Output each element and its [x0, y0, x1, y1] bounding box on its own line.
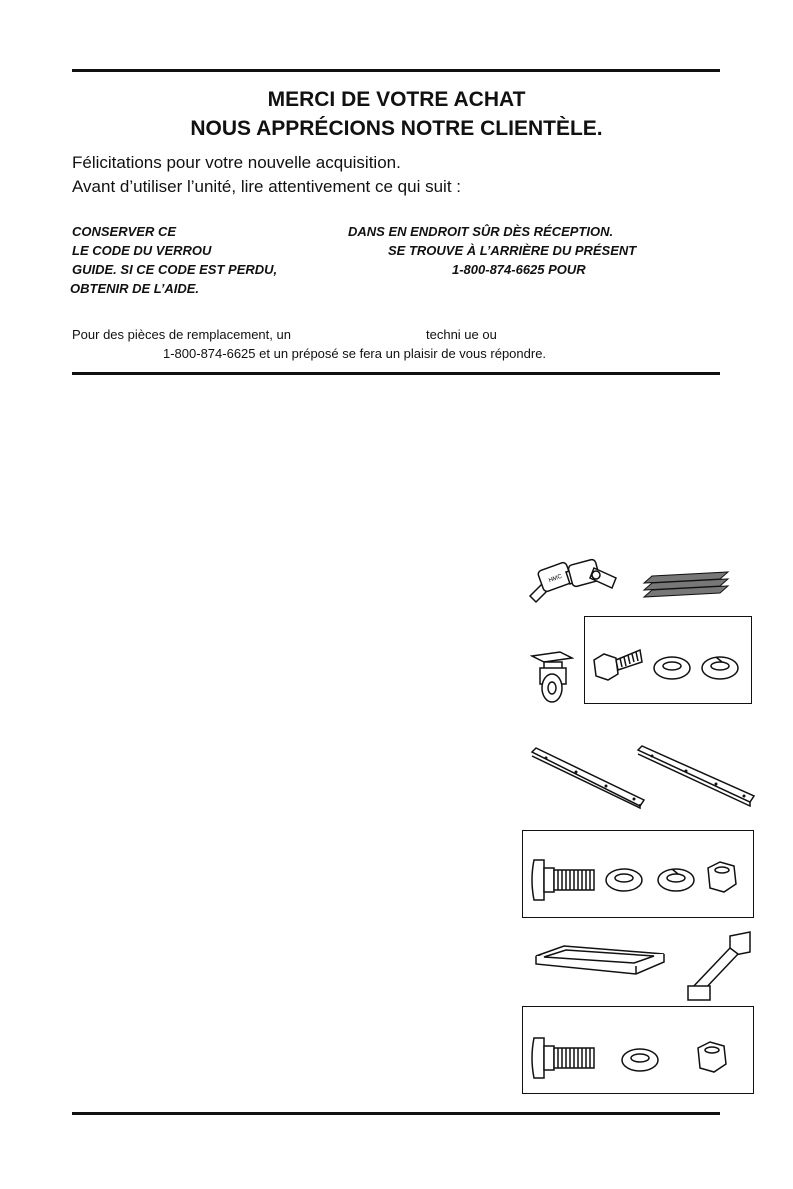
keys-icon [526, 556, 622, 608]
bottom-rule [72, 1112, 720, 1115]
warning-l1b: DANS EN ENDROIT SÛR DÈS RÉCEPTION. [348, 224, 614, 239]
page-title-line1: MERCI DE VOTRE ACHAT [267, 88, 526, 111]
intro-line1: Félicitations pour votre nouvelle acquisition. [72, 153, 401, 172]
caster-icon [530, 648, 574, 704]
top-rule [72, 69, 720, 72]
warning-l3b: 1-800-874-6625 POUR [452, 262, 586, 277]
carriage-bolt-kit-icon [528, 852, 750, 908]
warning-l2b: SE TROUVE À L’ARRIÈRE DU PRÉSENT [388, 243, 637, 258]
warning-l1a: CONSERVER CE [72, 224, 177, 239]
warning-l4: OBTENIR DE L’AIDE. [70, 281, 200, 296]
warning-l3a: GUIDE. SI CE CODE EST PERDU, [72, 262, 278, 277]
service-l2: 1-800-874-6625 et un préposé se fera un plaisir de vous répondre. [163, 346, 547, 361]
rail-icon [526, 744, 760, 812]
intro-line2: Avant d’utiliser l’unité, lire attentivement ce qui suit : [72, 177, 461, 196]
service-l1b: techni ue ou [426, 327, 497, 342]
bolt-washer-kit-icon [590, 640, 748, 690]
carriage-bolt-nut-kit-icon [528, 1030, 750, 1086]
middle-rule [72, 372, 720, 375]
warning-l2a: LE CODE DU VERROU [72, 243, 212, 258]
page-title-line2: NOUS APPRÉCIONS NOTRE CLIENTÈLE. [190, 117, 603, 140]
tray-icon [534, 944, 666, 976]
shims-icon [642, 570, 730, 598]
service-l1a: Pour des pièces de remplacement, un [72, 327, 291, 342]
svg-text:HMC: HMC [548, 573, 563, 585]
bracket-icon [684, 930, 754, 1002]
